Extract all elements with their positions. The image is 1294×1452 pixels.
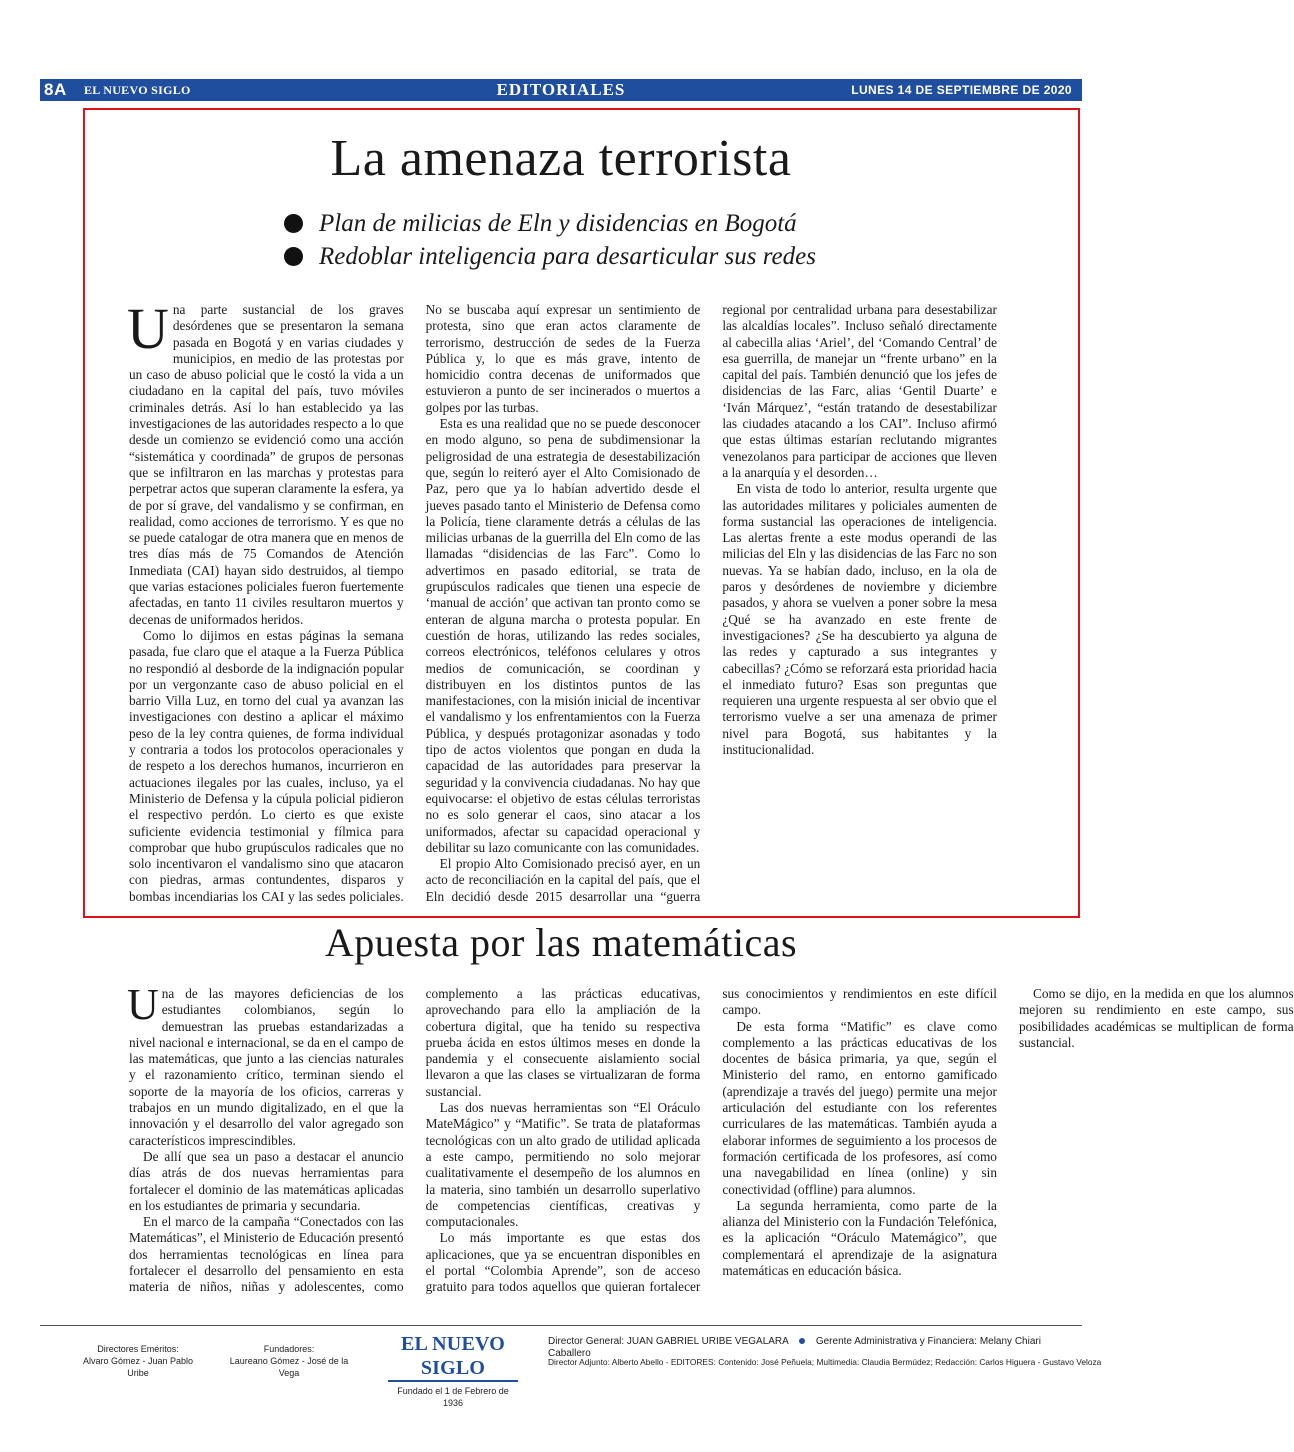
body-paragraph: Como se dijo, en la medida en que los alumnos mejoren su rendimiento en este campo, sus posibilidades académicas se multiplican de forma sustancial. (1018, 986, 1294, 1050)
body-paragraph: En el marco de la campaña “Conectados con las Matemáticas”, el Ministerio de Educación presentó dos herramientas tecnológicas en línea para fortalecer el desarrollo del pensamiento en esta materia de niños, niñas y adolescentes, como complemento a las prácticas educativas, aprovechando para ello la ampliación de la cobertura digital, que ha tenido su respectiva prueba ácida en estos últimos meses en donde la pandemia y el consecuente aislamiento social llevaron a que las clases se virtualizaran de forma sustancial. (129, 986, 701, 1295)
body-paragraph: En vista de todo lo anterior, resulta urgente que las autoridades militares y policiales aumenten de forma sustancial las operaciones de inteligencia. Las alertas frente a este modus operandi de las milicias del Eln y las disidencias de las Farc no son nuevas. Ya se habían dado, incluso, en la ola de paros y desórdenes de noviembre y diciembre pasados, y ahora se vuelven a poner sobre la mesa ¿Qué se ha avanzado en este frente de investigaciones? ¿Se ha descubierto ya alguna de las redes y capturado a sus integrantes y cabecillas? ¿Cómo se reforzará esta prioridad hacia el inmediato futuro? Esas son preguntas que requieren una urgente respuesta al ser obvio que el terrorismo vuelve a ser una amenaza de primer nivel para Bogotá, sus habitantes y la institucionalidad. (722, 481, 997, 758)
founded-date: Fundado el 1 de Febrero de 1936 (397, 1386, 509, 1408)
manager-name: Melany Chiari Caballero (548, 1336, 1041, 1359)
staff-editors: Director Adjunto: Alberto Abello - EDITORES: Contenido: José Peñuela; Multimedia: Claudia Bermúdez; Redacción: Carlos Higuera - Gustavo Veloza (548, 1357, 1102, 1367)
subhead-text: Plan de milicias de Eln y disidencias en Bogotá (319, 209, 797, 237)
editorial-body-2 (127, 980, 1294, 1296)
drop-cap: U (127, 296, 169, 361)
body-paragraph: Esta es una realidad que no se puede desconocer en modo alguno, so pena de subdimensionar la peligrosidad de una estrategia de desestabilización que, según lo reiteró ayer el Alto Comisionado de Paz, pero que ya lo habían advertido desde el jueves pasado tanto el Ministerio de Defensa como la Policía, tiene claramente detrás a células de las milicias urbanas de la guerrilla del Eln como de las llamadas “disidencias de las Farc”. Como lo advertimos en pasado editorial, se trata de grupúsculos radicales que tienen una especie de ‘manual de acción’ que activan tan pronto como se enteran de alguna marcha o protesta popular. En cuestión de horas, utilizando las redes sociales, correos electrónicos, teléfonos celulares y otros medios de comunicación, se coordinan y distribuyen en los distintos puntos de las manifestaciones, con la misión inicial de incentivar el vandalismo y los enfrentamientos con la Fuerza Pública, y después protagonizar asonadas y todo tipo de actos violentos que pongan en duda la capacidad de las autoridades para preservar la seguridad y la convivencia ciudadanas. No hay que equivocarse: el objetivo de estas células terroristas no es solo generar el caos, sino atacar a los uniformados, afectar su capacidad operacional y debilitar su lazo comunicante con las comunidades. (425, 416, 701, 855)
subhead-item (284, 240, 904, 273)
director-name: JUAN GABRIEL URIBE VEGALARA (626, 1336, 789, 1347)
masthead-logo (388, 1332, 518, 1409)
body-paragraph: Una parte sustancial de los graves desórdenes que se presentaron la semana pasada en Bogotá y en varias ciudades y municipios, en medio de las protestas por un caso de abuso policial que le costó la vida a un ciudadano en la capital del país, tuvo móviles criminales detrás. Así lo han establecido ya las investigaciones de las autoridades respecto a lo que desde un comienzo se evidenció como una acción “sistemática y coordinada” de grupos de personas que se infiltraron en las marchas y protestas para perpetrar actos que superan claramente la esfera, ya de por sí grave, del vandalismo y se confirman, en realidad, como acciones de terrorismo. Y es que no se puede catalogar de otra manera que en menos de tres días más de 75 Comandos de Atención Inmediata (CAI) hayan sido destruidos, al tiempo que varias estaciones policiales fueron fuertemente afectadas, en tanto 11 civiles resultaron muertos y decenas de uniformados heridos. (127, 296, 404, 627)
editorial-title: La amenaza terrorista (330, 130, 792, 187)
issue-date: LUNES 14 DE SEPTIEMBRE DE 2020 (851, 83, 1072, 97)
body-paragraph: Las dos nuevas herramientas son “El Oráculo MateMágico” y “Matific”. Se trata de plataformas tecnológicas con un alto grado de utilidad aplicada a este campo, permitiendo no solo mejorar cualitativamente el desempeño de los alumnos en la materia, sino también un desarrollo superlativo de competencias científicas, creativas y computacionales. (425, 1100, 701, 1230)
page-number: 8A (44, 80, 67, 99)
director-label: Director General: (548, 1336, 625, 1347)
body-paragraph: De allí que sea un paso a destacar el anuncio días atrás de dos nuevas herramientas para fortalecer el dominio de las matemáticas aplicadas en los estudiantes de primaria y secundaria. (129, 1148, 404, 1213)
newspaper-name: EL NUEVO SIGLO (84, 83, 191, 97)
founders-label: Fundadores: (263, 1344, 315, 1354)
bullet-icon (284, 247, 303, 266)
logo-wordmark: EL NUEVO SIGLO (388, 1332, 518, 1382)
founders (228, 1343, 350, 1379)
drop-cap: U (127, 980, 159, 1029)
body-paragraph: Una de las mayores deficiencias de los estudiantes colombianos, según lo demuestran las pruebas estandarizadas a nivel nacional e internacional, se da en el campo de las matemáticas, que junto a las ciencias naturales y el razonamiento crítico, terminan siendo el soporte de la mayoría de los oficios, carreras y trabajos en un mundo digitalizado, en el que la innovación y el desarrollo del valor agregado son característicos imprescindibles. (127, 980, 404, 1148)
body-paragraph: Lo más importante es que estas dos aplicaciones, que ya se encuentran disponibles en el portal “Colombia Aprende”, son de acceso gratuito para todos aquellos que quieran fortalecer sus conocimientos y rendimientos en este difícil campo. (425, 986, 997, 1295)
emeritus-label: Directores Eméritos: (97, 1344, 179, 1354)
footer-divider (40, 1325, 1082, 1326)
subhead-item (284, 207, 904, 240)
body-paragraph: La segunda herramienta, como parte de la alianza del Ministerio con la Fundación Telefónica, es la aplicación “Oráculo Matemágico”, que complementará el aprendizaje de la asignatura matemáticas en educación básica. (722, 1197, 997, 1279)
section-title: EDITORIALES (496, 80, 626, 99)
manager-label: Gerente Administrativa y Financiera: (815, 1336, 978, 1347)
body-paragraph: Como lo dijimos en estas páginas la semana pasada, fue claro que el ataque a la Fuerza Pública no respondió al desborde de la indignación popular por un vergonzante caso de abuso policial en el barrio Villa Luz, en torno del cual ya avanzan las investigaciones con destino a aplicar el máximo peso de la ley contra quienes, de forma individual y contraria a todos los protocolos operacionales y de respeto a los derechos humanos, incurrieron en actuaciones ilegales por las cuales, incluso, ya el Ministerio de Defensa y la cúpula policial pidieron el respectivo perdón. Lo cierto es que existe suficiente evidencia testimonial y fílmica para comprobar que hubo grupúsculos radicales que no solo incentivaron el vandalismo sino que atacaron con piedras, armas contundentes, disparos y bombas incendiarias los CAI y las sedes policiales. No se buscaba aquí expresar un sentimiento de protesta, sino que eran actos claramente de terrorismo, destrucción de sedes de la Fuerza Pública y, lo que es más grave, intento de homicidio contra decenas de uniformados que estuvieron a punto de ser incinerados o muertos a golpes por las turbas. (129, 302, 701, 904)
editorial-title-2: Apuesta por las matemáticas (324, 920, 798, 965)
founders-names: Laureano Gómez - José de la Vega (229, 1356, 349, 1378)
emeritus-names: Alvaro Gómez - Juan Pablo Uribe (82, 1356, 194, 1378)
bullet-icon (284, 214, 303, 233)
emeritus-directors (78, 1343, 198, 1379)
body-paragraph: El propio Alto Comisionado precisó ayer, en un acto de reconciliación en la capital del país, que el Eln decidió desde 2015 desarrollar una “guerra regional por centralidad urbana para desestabilizar las alcaldías locales”. Incluso señaló directamente al cabecilla alias ‘Ariel’, del ‘Comando Central’ de esa guerrilla, de manejar un “frente urbano” en la capital del país. También denunció que los jefes de disidencias de las Farc, alias ‘Gentil Duarte’ e ‘Iván Márquez’, “están tratando de desestabilizar las ciudades atacando a los CAI”. Incluso afirmó que estas últimas estarían reclutando migrantes venezolanos para participar de acciones que lleven a la anarquía y el desorden… (425, 302, 997, 904)
subhead-text: Redoblar inteligencia para desarticular sus redes (319, 242, 816, 270)
section-header-band (40, 79, 1082, 101)
body-paragraph: De esta forma “Matific” es clave como complemento a las prácticas educativas de los docentes de básica primaria, ya que, según el Ministerio del ramo, en entorno gamificado (aprendizaje a través del juego) permite una mejor articulación del estudiante con los referentes curriculares de las matemáticas. También ayuda a elaborar informes de seguimiento a los procesos de formación certificada de los profesores, así como una navegabilidad en línea (online) y sin conectividad (offline) para alumnos. (722, 1018, 997, 1197)
editorial-body (127, 296, 997, 906)
separator-dot-icon (799, 1338, 805, 1344)
editorial-subheads (284, 207, 904, 273)
